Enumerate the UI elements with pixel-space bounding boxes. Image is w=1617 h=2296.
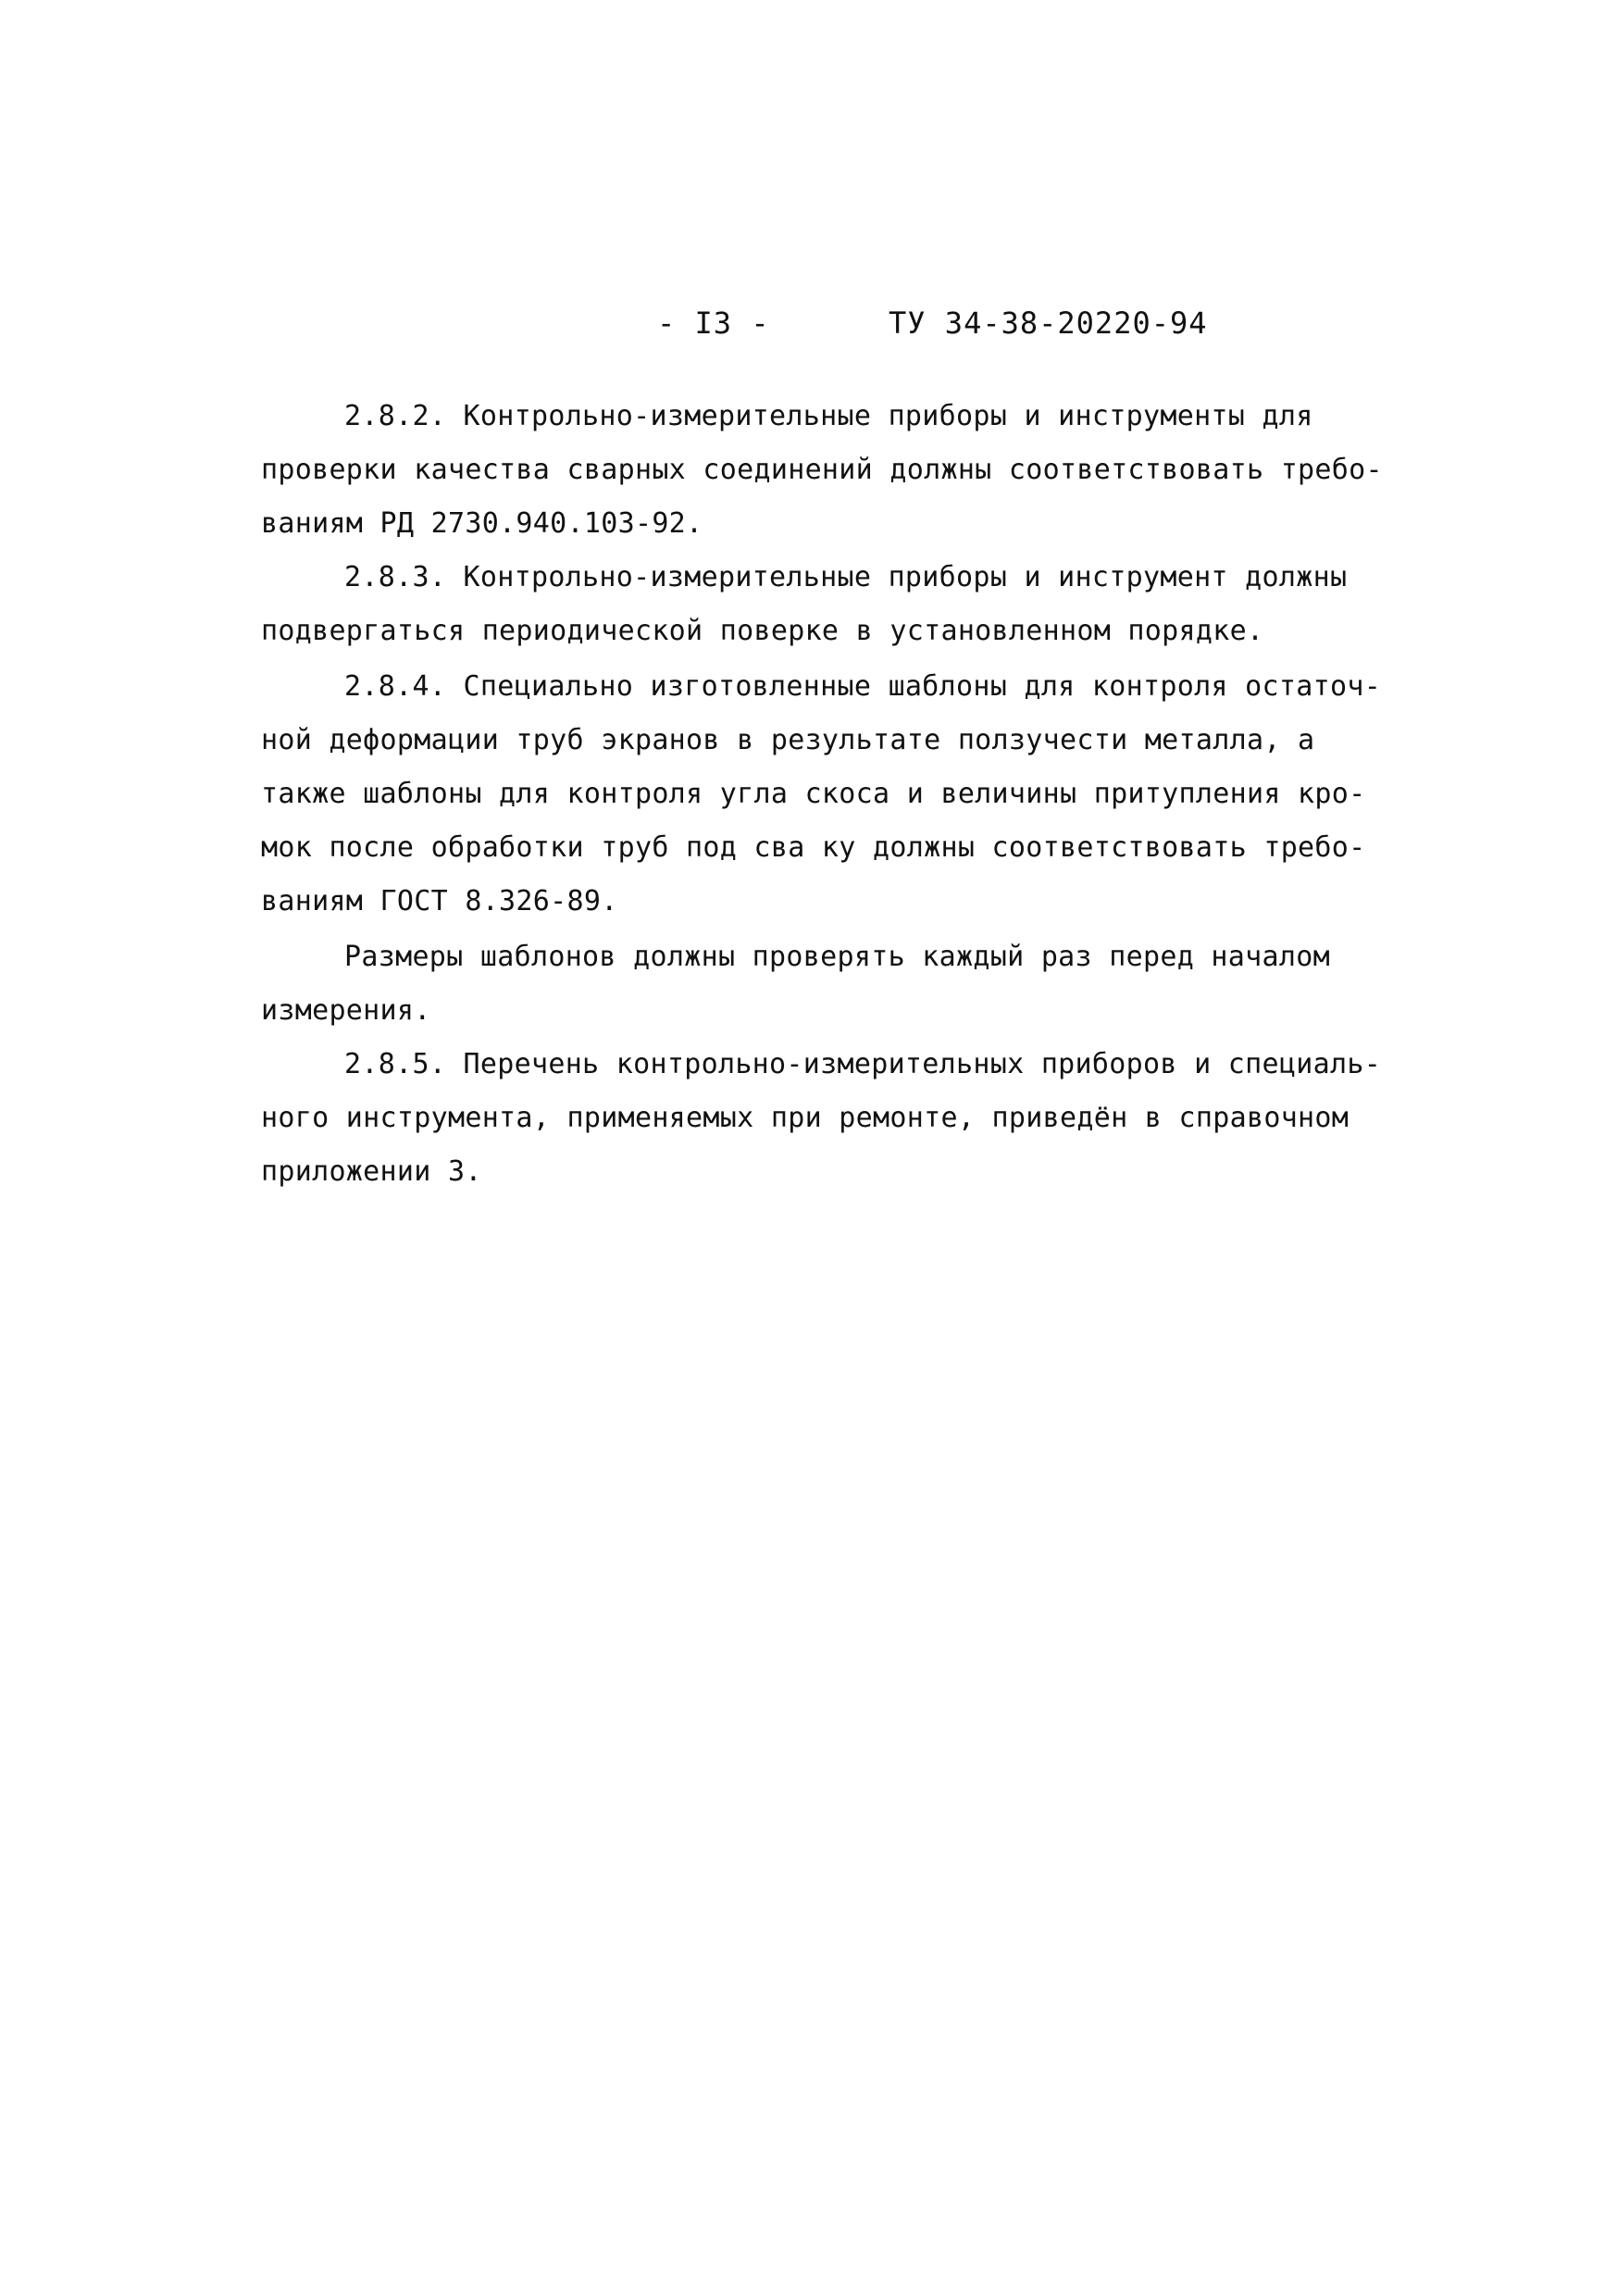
page-header — [0, 306, 1617, 352]
paragraph-2-8-4-line-4: мок после обработки труб под сва ку должны соответствовать требо- — [261, 831, 1366, 864]
page-number: - I3 - — [657, 306, 770, 341]
paragraph-2-8-4-line-5: ваниям ГОСТ 8.326-89. — [261, 885, 618, 917]
paragraph-2-8-2-line-1: 2.8.2. Контрольно-измерительные приборы и инструменты для — [344, 400, 1313, 432]
paragraph-templates-check-line-2: измерения. — [261, 994, 431, 1027]
paragraph-2-8-3-line-1: 2.8.3. Контрольно-измерительные приборы и инструмент должны — [344, 561, 1348, 593]
paragraph-2-8-4-line-2: ной деформации труб экранов в результате ползучести металла, а — [261, 724, 1315, 756]
document-code: ТУ 34-38-20220-94 — [889, 306, 1208, 341]
paragraph-2-8-2-line-2: проверки качества сварных соединений должны соответствовать требо- — [261, 454, 1383, 486]
paragraph-2-8-5-line-1: 2.8.5. Перечень контрольно-измерительных приборов и специаль- — [344, 1048, 1382, 1080]
paragraph-2-8-5-line-3: приложении 3. — [261, 1155, 482, 1188]
paragraph-2-8-4-line-3: также шаблоны для контроля угла скоса и величины притупления кро- — [261, 778, 1366, 810]
paragraph-2-8-2-line-3: ваниям РД 2730.940.103-92. — [261, 507, 703, 540]
paragraph-2-8-3-line-2: подвергаться периодической поверке в установленном порядке. — [261, 615, 1264, 647]
paragraph-templates-check-line-1: Размеры шаблонов должны проверять каждый раз перед началом — [344, 941, 1330, 973]
paragraph-2-8-4-line-1: 2.8.4. Специально изготовленные шаблоны для контроля остаточ- — [344, 670, 1382, 703]
paragraph-2-8-5-line-2: ного инструмента, применяемых при ремонте, приведён в справочном — [261, 1102, 1350, 1134]
